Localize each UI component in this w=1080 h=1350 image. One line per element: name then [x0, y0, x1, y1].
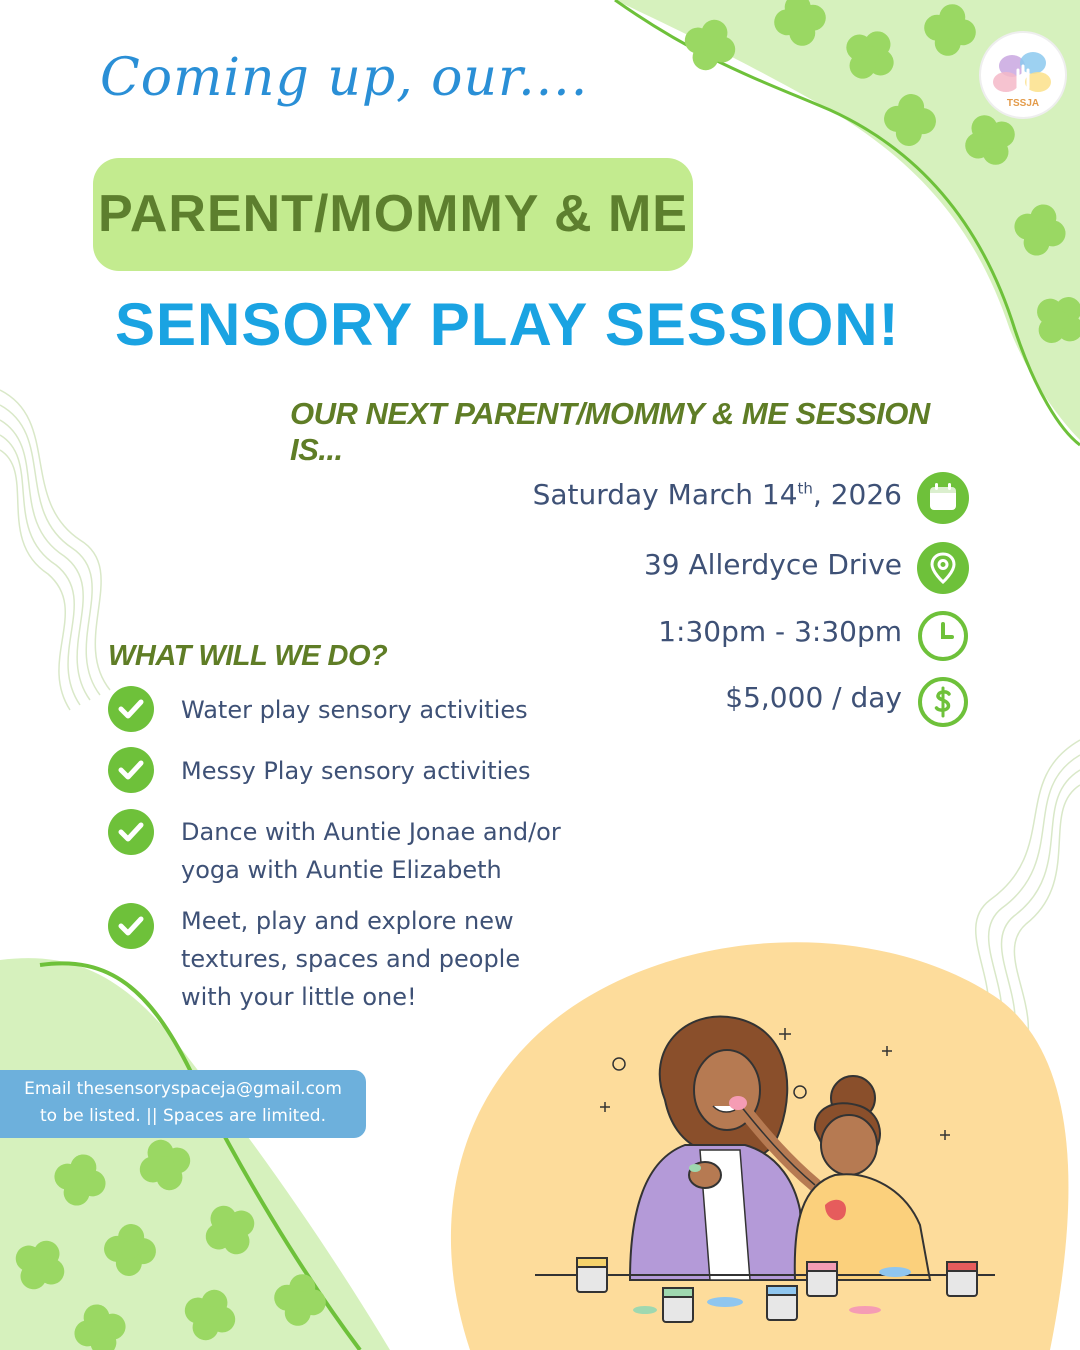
session-date-main: Saturday March 14 — [532, 478, 798, 511]
title-line-2: SENSORY PLAY SESSION! — [115, 291, 900, 358]
contact-line-1: Email thesensoryspaceja@gmail.com — [24, 1079, 342, 1099]
activity-item — [181, 902, 631, 1016]
calendar-icon — [917, 472, 969, 524]
session-time: 1:30pm - 3:30pm — [658, 615, 902, 648]
session-date-suffix: th — [797, 479, 813, 498]
check-icon — [108, 809, 154, 855]
check-icon — [108, 747, 154, 793]
contact-line-2: to be listed. || Spaces are limited. — [39, 1106, 327, 1126]
clock-icon — [917, 610, 969, 662]
bottom-left-green-blob — [0, 958, 390, 1350]
session-date-year: , 2026 — [812, 478, 902, 511]
activities-heading: WHAT WILL WE DO? — [108, 640, 388, 672]
logo-text: TSSJA — [1006, 98, 1040, 109]
dollar-icon — [917, 676, 969, 728]
activity-line: yoga with Auntie Elizabeth — [181, 856, 502, 884]
activity-line: with your little one! — [181, 983, 417, 1011]
title-line-1: PARENT/MOMMY & ME — [98, 185, 688, 243]
next-session-heading: OUR NEXT PARENT/MOMMY & ME SESSION IS... — [290, 396, 930, 467]
activity-line: Water play sensory activities — [181, 696, 528, 724]
session-location: 39 Allerdyce Drive — [643, 548, 902, 581]
activity-line: Dance with Auntie Jonae and/or — [181, 818, 561, 846]
activity-item — [181, 813, 631, 889]
check-icon — [108, 686, 154, 732]
session-price: $5,000 / day — [725, 681, 902, 714]
parent-child-illustration — [535, 1010, 995, 1330]
activity-line: textures, spaces and people — [181, 945, 521, 973]
activity-item — [181, 752, 631, 790]
check-icon — [108, 903, 154, 949]
logo — [978, 30, 1068, 120]
location-pin-icon — [917, 542, 969, 594]
activity-item — [181, 691, 631, 729]
child-face — [821, 1115, 877, 1175]
intro-heading: Coming up, our.... — [100, 48, 589, 108]
left-wavy-lines — [0, 390, 110, 710]
activity-line: Messy Play sensory activities — [181, 757, 531, 785]
session-date — [533, 478, 902, 511]
activity-line: Meet, play and explore new — [181, 907, 514, 935]
